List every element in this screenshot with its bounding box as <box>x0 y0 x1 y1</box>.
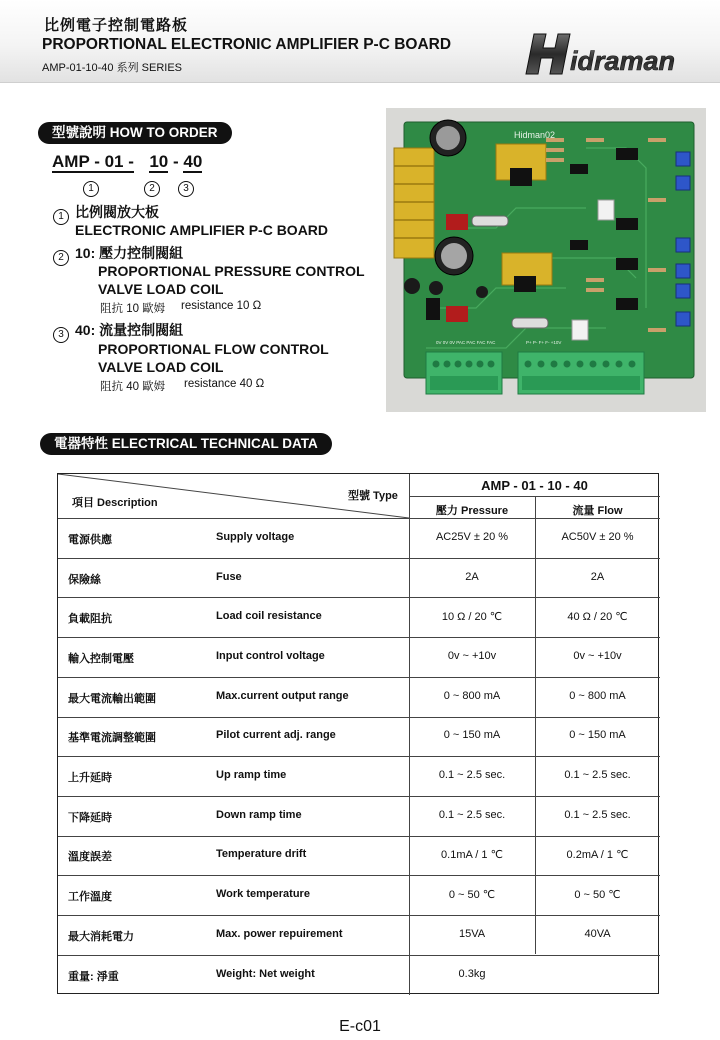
header-pressure: 壓力 Pressure <box>435 505 509 517</box>
row-value-pressure: 0 ~ 50 ℃ <box>448 889 496 902</box>
row-label-cn: 最大電流輸出範圍 <box>68 692 156 705</box>
row-label-en: Work temperature <box>216 888 310 901</box>
row-value-flow: AC50V ± 20 % <box>561 530 634 543</box>
board-label: Hidman02 <box>514 130 556 140</box>
row-divider <box>58 597 660 598</box>
row-label-cn: 下降延時 <box>68 811 112 824</box>
row-value-flow: 0.2mA / 1 ℃ <box>566 849 629 862</box>
model-part-10: 10 <box>149 152 169 171</box>
item-1-marker: 1 <box>53 209 69 225</box>
row-label-en: Pilot current adj. range <box>216 729 336 742</box>
row-divider <box>58 915 660 916</box>
model-part-dash: - <box>173 152 179 171</box>
item-2-en-line-1: PROPORTIONAL PRESSURE CONTROL <box>98 263 365 279</box>
item-3-cn: 40: 流量控制閥組 <box>75 322 184 338</box>
row-label-cn: 工作溫度 <box>68 891 112 904</box>
row-label-en: Load coil resistance <box>216 610 322 623</box>
row-label-en: Up ramp time <box>216 769 287 782</box>
terminal-labels-left: 0V 0V 0V PAC PAC FAC FAC <box>436 340 496 345</box>
row-label-cn: 基準電流調整範圍 <box>68 732 156 745</box>
row-value-pressure: 0 ~ 150 mA <box>443 729 501 742</box>
header-type: 型號 Type <box>348 490 398 502</box>
header-description: 項目 Description <box>72 497 158 509</box>
row-value-flow: 40 Ω / 20 ℃ <box>567 611 628 624</box>
row-value-flow: 2A <box>590 570 605 583</box>
model-code <box>52 152 202 173</box>
row-value-pressure: 0 ~ 800 mA <box>443 689 501 702</box>
row-label-en: Weight: Net weight <box>216 967 315 980</box>
marker-3: 3 <box>178 181 194 197</box>
item-3-en-line-2: VALVE LOAD COIL <box>98 359 224 375</box>
row-value-pressure: AC25V ± 20 % <box>435 530 509 543</box>
row-label-cn: 電源供應 <box>68 533 112 546</box>
row-value-pressure: 0.3kg <box>458 967 486 980</box>
header-flow: 流量 Flow <box>572 505 623 517</box>
row-divider <box>58 637 660 638</box>
title-chinese: 比例電子控制電路板 <box>44 17 189 34</box>
title-english: PROPORTIONAL ELECTRONIC AMPLIFIER P-C BOARD <box>42 36 452 53</box>
pcb-photo <box>386 108 706 412</box>
row-value-flow: 0 ~ 150 mA <box>569 729 626 742</box>
item-2-en-line-2: VALVE LOAD COIL <box>98 281 224 297</box>
row-label-cn: 保險絲 <box>68 573 101 586</box>
logo-text: idraman <box>570 46 676 76</box>
model-part-40: 40 <box>183 152 203 171</box>
row-label-en: Down ramp time <box>216 808 302 821</box>
item-3-en-line-1: PROPORTIONAL FLOW CONTROL <box>98 341 329 357</box>
item-2-resistance-cn: 阻抗 10 歐姆 <box>100 303 166 315</box>
row-value-flow: 0v ~ +10v <box>573 649 622 662</box>
hidraman-logo <box>524 30 696 76</box>
marker-2: 2 <box>144 181 160 197</box>
item-2-marker: 2 <box>53 250 69 266</box>
row-divider <box>58 677 660 678</box>
row-divider <box>58 717 660 718</box>
series-subtitle: AMP-01-10-40 系列 SERIES <box>42 62 182 74</box>
row-divider <box>58 558 660 559</box>
pcb-illustration <box>386 108 706 412</box>
row-label-en: Max. power repuirement <box>216 927 343 940</box>
row-label-en: Fuse <box>216 570 242 583</box>
row-label-en: Temperature drift <box>216 848 307 861</box>
row-label-cn: 輸入控制電壓 <box>68 652 134 665</box>
row-value-pressure: 2A <box>465 570 479 583</box>
row-divider <box>58 756 660 757</box>
row-value-pressure: 0.1 ~ 2.5 sec. <box>438 808 506 821</box>
model-part-prefix: AMP - 01 - <box>52 152 134 171</box>
row-value-pressure: 10 Ω / 20 ℃ <box>441 611 503 624</box>
electrical-data-heading: 電器特性 ELECTRICAL TECHNICAL DATA <box>40 433 332 455</box>
how-to-order-heading: 型號說明 HOW TO ORDER <box>38 122 232 144</box>
header-model: AMP - 01 - 10 - 40 <box>481 478 588 493</box>
row-value-flow: 0.1 ~ 2.5 sec. <box>564 808 631 821</box>
row-label-en: Max.current output range <box>216 689 349 702</box>
terminal-labels-right: P+ P- F+ F- +10V <box>526 340 562 345</box>
item-2-cn: 10: 壓力控制閥組 <box>75 245 184 261</box>
item-3-marker: 3 <box>53 327 69 343</box>
item-2-resistance-en: resistance 10 Ω <box>181 300 262 312</box>
row-value-pressure: 0.1mA / 1 ℃ <box>441 849 503 862</box>
row-value-flow: 40VA <box>584 927 611 940</box>
row-label-en: Input control voltage <box>216 649 325 662</box>
row-value-flow: 0.1 ~ 2.5 sec. <box>564 769 631 782</box>
row-divider <box>58 955 660 956</box>
row-divider <box>58 875 660 876</box>
item-3-resistance-en: resistance 40 Ω <box>184 378 265 390</box>
row-divider <box>58 796 660 797</box>
row-label-cn: 最大消耗電力 <box>68 930 134 943</box>
item-1-cn: 比例閥放大板 <box>75 204 159 220</box>
electrical-table <box>57 473 659 994</box>
row-divider <box>58 836 660 837</box>
page-number: E-c01 <box>339 1018 381 1035</box>
row-label-en: Supply voltage <box>216 530 295 543</box>
row-value-pressure: 15VA <box>458 927 486 940</box>
row-value-pressure: 0.1 ~ 2.5 sec. <box>438 769 506 782</box>
row-value-pressure: 0v ~ +10v <box>447 649 497 662</box>
marker-1: 1 <box>83 181 99 197</box>
row-value-flow: 0 ~ 800 mA <box>569 689 626 702</box>
row-value-flow: 0 ~ 50 ℃ <box>574 889 621 902</box>
row-label-cn: 負載阻抗 <box>68 613 112 626</box>
item-1-en: ELECTRONIC AMPLIFIER P-C BOARD <box>75 222 329 238</box>
row-label-cn: 上升延時 <box>68 772 112 785</box>
row-label-cn: 溫度誤差 <box>68 851 112 864</box>
item-3-resistance-cn: 阻抗 40 歐姆 <box>100 381 166 393</box>
row-label-cn: 重量: 淨重 <box>68 970 119 983</box>
